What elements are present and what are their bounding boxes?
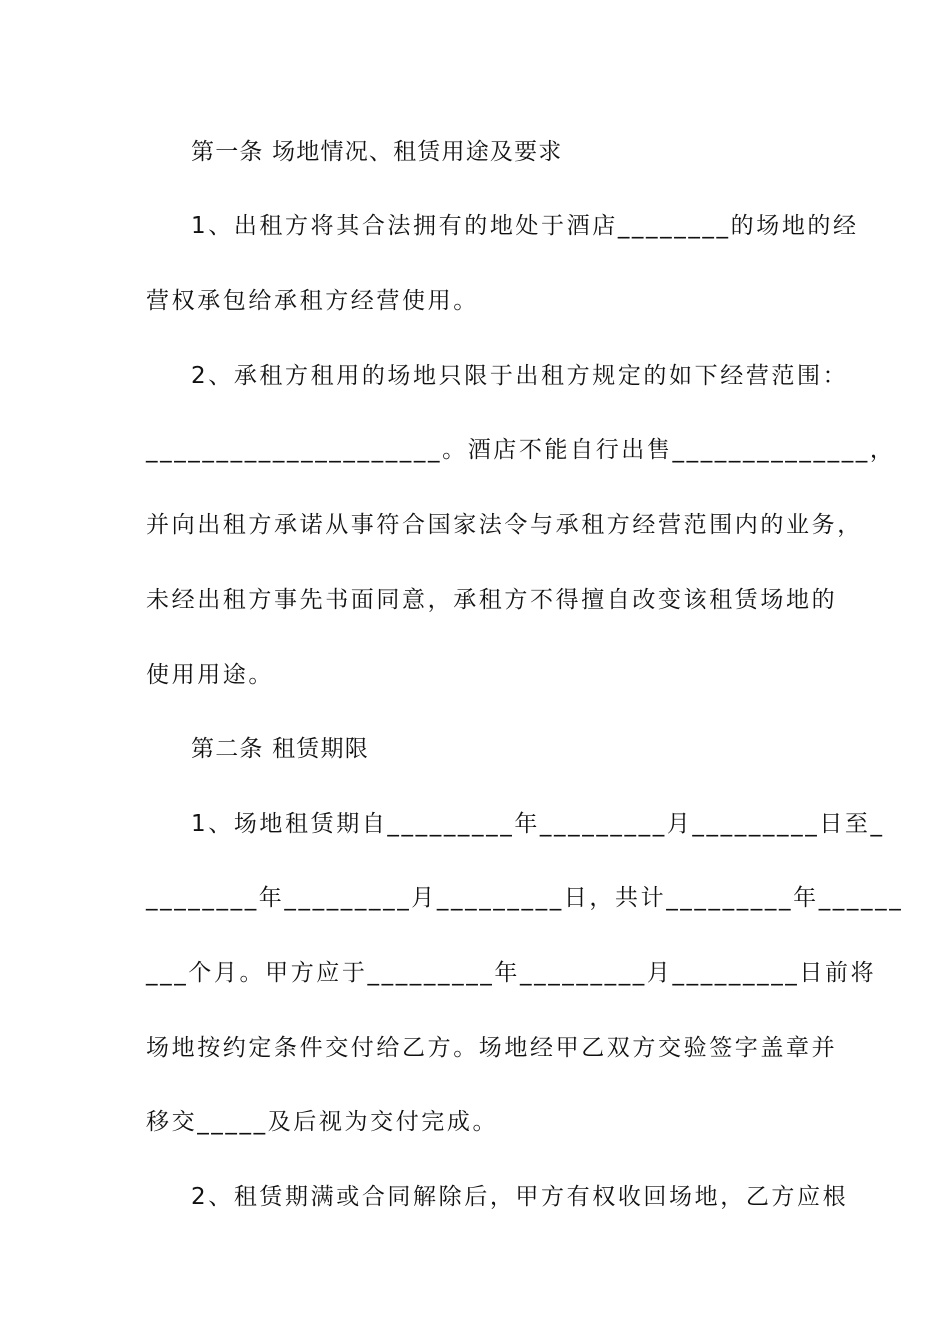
article-1-clause-1-line-1: 1、出租方将其合法拥有的地处于酒店________的场地的经 bbox=[191, 213, 859, 239]
article-1-clause-2-line-2: _____________________。酒店不能自行出售______________， bbox=[146, 437, 896, 463]
article-2-clause-1-line-1: 1、场地租赁期自_________年_________月_________日至_ bbox=[191, 811, 885, 837]
article-2-clause-1-line-2: ________年_________月_________日，共计_________年______ bbox=[146, 885, 904, 911]
article-2-clause-1-line-4: 场地按约定条件交付给乙方。场地经甲乙双方交验签字盖章并 bbox=[146, 1035, 838, 1061]
article-1-heading: 第一条 场地情况、租赁用途及要求 bbox=[191, 139, 563, 165]
article-2-clause-1-line-3: ___个月。甲方应于_________年_________月_________日前将 bbox=[146, 960, 877, 986]
article-1-clause-2-line-5: 使用用途。 bbox=[146, 662, 274, 688]
article-1-clause-2-line-1: 2、承租方租用的场地只限于出租方规定的如下经营范围： bbox=[191, 363, 849, 389]
article-2-clause-1-line-5: 移交_____及后视为交付完成。 bbox=[146, 1109, 499, 1135]
article-1-clause-2-line-3: 并向出租方承诺从事符合国家法令与承租方经营范围内的业务， bbox=[146, 512, 863, 538]
article-1-clause-1-line-2: 营权承包给承租方经营使用。 bbox=[146, 288, 479, 314]
article-1-clause-2-line-4: 未经出租方事先书面同意，承租方不得擅自改变该租赁场地的 bbox=[146, 587, 838, 613]
article-2-heading: 第二条 租赁期限 bbox=[191, 736, 369, 762]
article-2-clause-2-line-1: 2、租赁期满或合同解除后，甲方有权收回场地，乙方应根 bbox=[191, 1184, 849, 1210]
